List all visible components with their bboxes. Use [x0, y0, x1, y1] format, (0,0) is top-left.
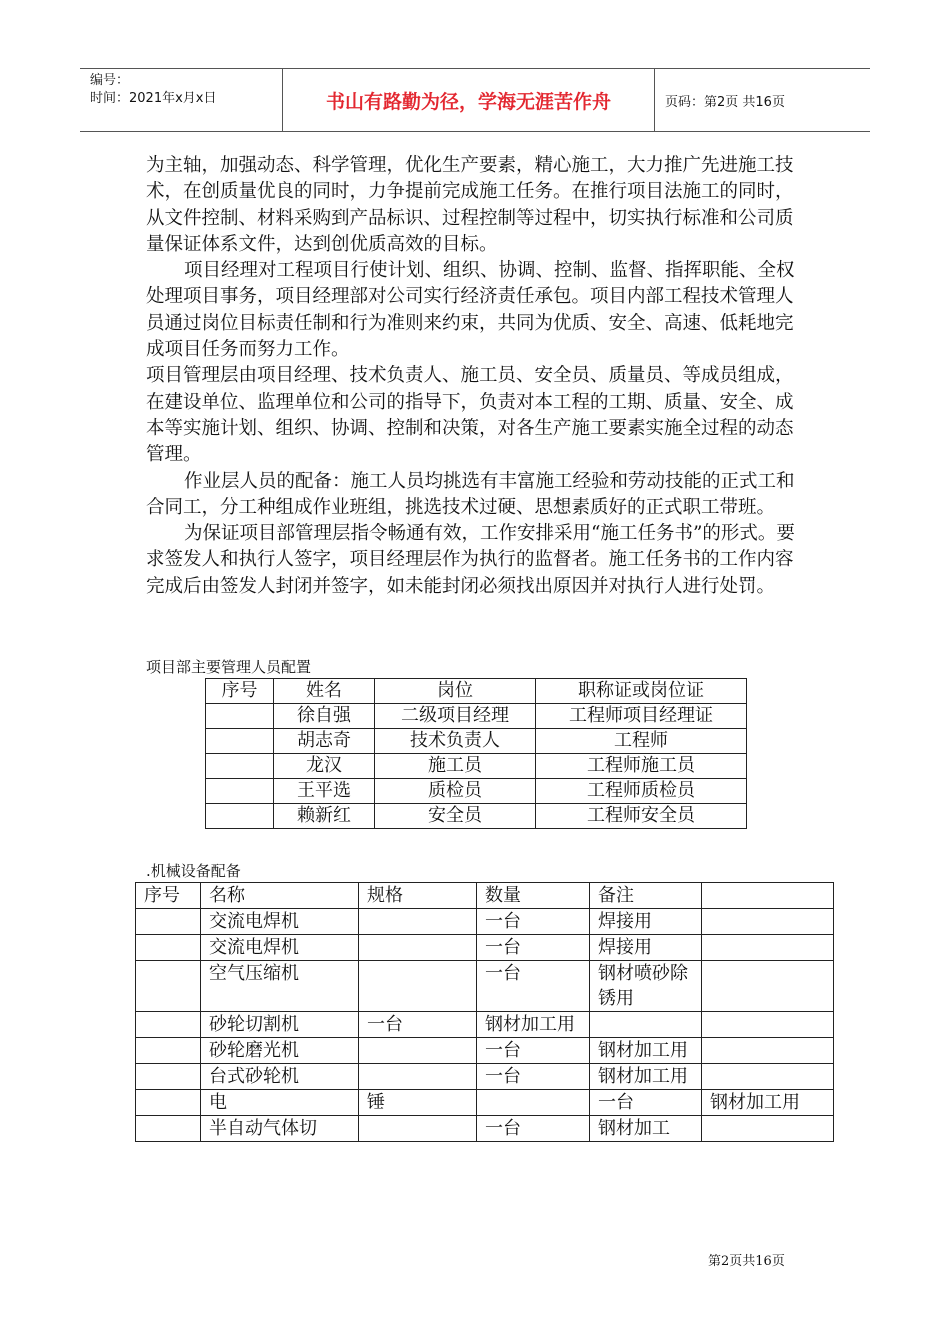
table-row [136, 909, 834, 935]
header-cell: 备注 [590, 883, 702, 909]
table-row [206, 754, 747, 779]
equipment-table [135, 882, 834, 1142]
table-cell [359, 935, 477, 961]
table-row [206, 729, 747, 754]
table-cell: 半自动气体切 [201, 1116, 359, 1142]
table-cell [136, 909, 201, 935]
table-row [206, 779, 747, 804]
table-cell: 空气压缩机 [201, 961, 359, 1012]
table-cell [136, 1038, 201, 1064]
table-cell [136, 1090, 201, 1116]
table-cell: 工程师质检员 [536, 779, 747, 804]
table-cell: 胡志奇 [274, 729, 375, 754]
body-text [146, 153, 810, 600]
table-cell: 二级项目经理 [375, 704, 536, 729]
table-cell: 钢材加工用 [590, 1064, 702, 1090]
table-cell: 技术负责人 [375, 729, 536, 754]
page-footer: 第2页共16页 [708, 1254, 785, 1269]
equipment-table-caption: .机械设备配备 [146, 862, 241, 880]
header-cell: 数量 [477, 883, 590, 909]
table-row [206, 804, 747, 829]
table-cell [702, 961, 834, 1012]
header-cell: 名称 [201, 883, 359, 909]
table-cell: 赖新红 [274, 804, 375, 829]
table-cell [702, 1012, 834, 1038]
table-cell [702, 909, 834, 935]
table-row [136, 1064, 834, 1090]
table-cell: 质检员 [375, 779, 536, 804]
paragraph: 项目管理层由项目经理、技术负责人、施工员、安全员、质量员、等成员组成，在建设单位、监理单位和公司的指导下，负责对本工程的工期、质量、安全、成本等实施计划、组织、协调、控制和决策，对各生产施工要素实施全过程的动态管理。 [146, 365, 794, 466]
table-cell: 交流电焊机 [201, 909, 359, 935]
header-cell: 序号 [136, 883, 201, 909]
header-cell: 规格 [359, 883, 477, 909]
table-cell: 工程师项目经理证 [536, 704, 747, 729]
table-row [136, 1012, 834, 1038]
table-cell: 钢材加工用 [702, 1090, 834, 1116]
table-cell: 钢材加工用 [590, 1038, 702, 1064]
table-cell [477, 1090, 590, 1116]
paragraph: 为保证项目部管理层指令畅通有效，工作安排采用“施工任务书”的形式。要求签发人和执行人签字，项目经理层作为执行的监督者。施工任务书的工作内容完成后由签发人封闭并签字，如未能封闭必须找出原因并对执行人进行处罚。 [146, 523, 795, 597]
header-page-info: 页码：第2页 共16页 [665, 94, 785, 110]
table-cell: 锤 [359, 1090, 477, 1116]
table-cell [359, 961, 477, 1012]
table-cell [136, 1012, 201, 1038]
table-cell [206, 779, 274, 804]
table-cell [206, 804, 274, 829]
table-cell: 一台 [477, 961, 590, 1012]
table-cell: 交流电焊机 [201, 935, 359, 961]
table-cell: 电 [201, 1090, 359, 1116]
table-cell [702, 935, 834, 961]
table-cell [702, 1116, 834, 1142]
header-meta [80, 69, 282, 131]
code-label: 编号： [90, 73, 130, 88]
table-cell: 焊接用 [590, 909, 702, 935]
table-cell: 一台 [477, 1038, 590, 1064]
table-cell: 砂轮切割机 [201, 1012, 359, 1038]
table-cell: 施工员 [375, 754, 536, 779]
paragraph: 为主轴，加强动态、科学管理，优化生产要素，精心施工，大力推广先进施工技术，在创质量优良的同时，力争提前完成施工任务。在推行项目法施工的同时，从文件控制、材料采购到产品标识、过程控制等过程中，切实执行标准和公司质量保证体系文件，达到创优质高效的目标。 [146, 155, 794, 255]
table-row [136, 1116, 834, 1142]
table-cell [136, 935, 201, 961]
table-cell: 焊接用 [590, 935, 702, 961]
table-cell [359, 909, 477, 935]
table-row [136, 1090, 834, 1116]
table-cell: 一台 [477, 909, 590, 935]
table-cell [136, 1116, 201, 1142]
table-cell [359, 1116, 477, 1142]
table-cell: 工程师 [536, 729, 747, 754]
staff-table-caption: 项目部主要管理人员配置 [146, 658, 312, 676]
table-cell: 工程师安全员 [536, 804, 747, 829]
table-cell [136, 1064, 201, 1090]
header-cell: 岗位 [375, 679, 536, 704]
staff-table [205, 678, 747, 829]
paragraph: 项目经理对工程项目行使计划、组织、协调、控制、监督、指挥职能、全权处理项目事务，项目经理部对公司实行经济责任承包。项目内部工程技术管理人员通过岗位目标责任制和行为准则来约束，共同为优质、安全、高速、低耗地完成项目任务而努力工作。 [146, 260, 795, 361]
table-cell [359, 1064, 477, 1090]
table-cell [206, 729, 274, 754]
table-cell: 一台 [477, 1116, 590, 1142]
header-motto: 书山有路勤为径，学海无涯苦作舟 [282, 69, 655, 131]
table-row [206, 704, 747, 729]
table-header-row [206, 679, 747, 704]
table-cell [136, 961, 201, 1012]
table-cell: 钢材加工用 [477, 1012, 590, 1038]
table-cell: 徐自强 [274, 704, 375, 729]
table-cell: 钢材喷砂除锈用 [590, 961, 702, 1012]
table-cell [206, 754, 274, 779]
table-cell: 龙汉 [274, 754, 375, 779]
table-cell: 一台 [590, 1090, 702, 1116]
table-cell [590, 1012, 702, 1038]
table-row [136, 935, 834, 961]
header-cell [702, 883, 834, 909]
table-cell: 一台 [477, 935, 590, 961]
table-cell [702, 1064, 834, 1090]
table-cell [359, 1038, 477, 1064]
table-cell: 一台 [359, 1012, 477, 1038]
table-cell: 台式砂轮机 [201, 1064, 359, 1090]
table-cell: 砂轮磨光机 [201, 1038, 359, 1064]
table-cell: 钢材加工 [590, 1116, 702, 1142]
table-cell: 安全员 [375, 804, 536, 829]
table-cell [702, 1038, 834, 1064]
header-cell: 序号 [206, 679, 274, 704]
table-row [136, 1038, 834, 1064]
time-label: 时间：2021年x月x日 [90, 91, 217, 106]
table-cell [206, 704, 274, 729]
page-header [80, 68, 870, 132]
header-cell: 姓名 [274, 679, 375, 704]
table-cell: 王平选 [274, 779, 375, 804]
table-cell: 工程师施工员 [536, 754, 747, 779]
table-row [136, 961, 834, 1012]
table-cell: 一台 [477, 1064, 590, 1090]
header-cell: 职称证或岗位证 [536, 679, 747, 704]
paragraph: 作业层人员的配备：施工人员均挑选有丰富施工经验和劳动技能的正式工和合同工，分工种组成作业班组，挑选技术过硬、思想素质好的正式职工带班。 [146, 470, 795, 518]
table-header-row [136, 883, 834, 909]
